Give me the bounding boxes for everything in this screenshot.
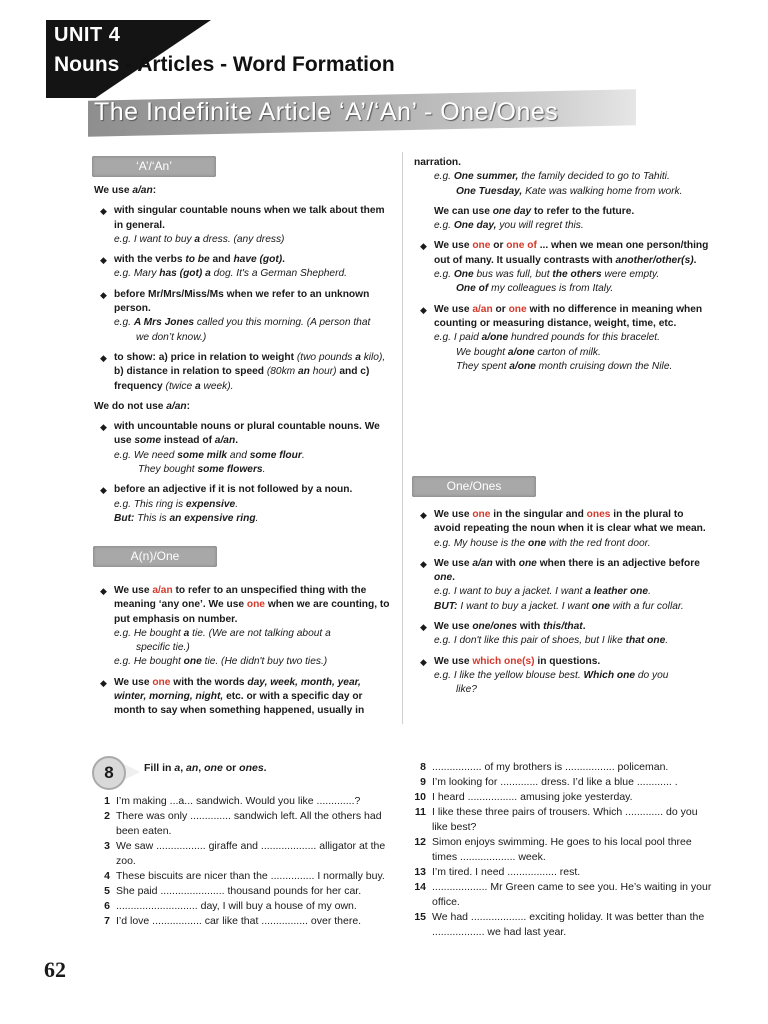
exercise-item-text[interactable]: These biscuits are nicer than the ............... I normally buy. bbox=[116, 870, 385, 882]
exercise-item-number: 4 bbox=[104, 870, 110, 882]
exercise-item-text[interactable]: There was only .............. sandwich left. All the others had been eaten. bbox=[116, 810, 382, 837]
exercise-item bbox=[412, 790, 714, 805]
exercise-item-number: 1 bbox=[104, 795, 110, 807]
rule-14: ◆ We use which one(s) in questions. bbox=[414, 655, 710, 669]
rule-4: ◆ to show: a) price in relation to weight (two pounds a kilo), b) distance in relation to speed (80km an hour) and c) frequency (twice a week). bbox=[94, 351, 390, 394]
exercise-item-text[interactable]: We saw ................. giraffe and ................... alligator at the zoo. bbox=[116, 840, 386, 867]
exercise-item-text[interactable]: I’m making ...a... sandwich. Would you like .............? bbox=[116, 795, 361, 807]
do-not-heading: We do not use a/an: bbox=[94, 400, 191, 412]
example: e.g. My house is the one with the red front door. bbox=[434, 537, 651, 549]
example: e.g. I don't like this pair of shoes, but I like that one. bbox=[434, 635, 669, 647]
exercise-item-text[interactable]: I’d love ................. car like that ................ over there. bbox=[116, 915, 362, 927]
example: e.g. Mary has (got) a dog. It's a German Shepherd. bbox=[114, 268, 347, 280]
rule-8: ◆ We use one with the words day, week, month, year, winter, morning, night, etc. or with a specific day or month to say when something happened, usually in bbox=[94, 676, 390, 719]
example: e.g. This ring is expensive. bbox=[114, 498, 239, 510]
rule-7: ◆ We use a/an to refer to an unspecified thing with the meaning ‘any one’. We use one when we are counting, to put emphasis on number. bbox=[94, 584, 390, 627]
exercise-item-text[interactable]: ................... Mr Green came to see you. He’s waiting in your office. bbox=[432, 881, 712, 908]
exercise-item bbox=[96, 914, 390, 929]
example: One of my colleagues is from Italy. bbox=[456, 283, 614, 295]
unit-label: UNIT 4 bbox=[54, 24, 121, 46]
rule-5: ◆ with uncountable nouns or plural countable nouns. We use some instead of a/an. bbox=[94, 420, 390, 449]
exercise-item-number: 9 bbox=[420, 776, 426, 788]
example: e.g. We need some milk and some flour. bbox=[114, 449, 305, 461]
exercise-item bbox=[96, 794, 390, 809]
exercise-item bbox=[412, 865, 714, 880]
example: One Tuesday, Kate was walking home from work. bbox=[456, 185, 683, 197]
exercise-item-number: 10 bbox=[414, 791, 426, 803]
example: e.g. One summer, the family decided to go to Tahiti. bbox=[434, 171, 670, 183]
exercise-item-text[interactable]: We had ................... exciting holiday. It was better than the .................. we had last year. bbox=[432, 911, 705, 938]
example: e.g. One day, you will regret this. bbox=[434, 220, 584, 232]
example: e.g. One bus was full, but the others were empty. bbox=[434, 269, 660, 281]
exercise-item-number: 6 bbox=[104, 900, 110, 912]
exercise-item-number: 3 bbox=[104, 840, 110, 852]
exercise-item-number: 5 bbox=[104, 885, 110, 897]
exercise-item-text[interactable]: I like these three pairs of trousers. Which ............. do you like best? bbox=[432, 806, 698, 833]
subheading-one-ones: One/Ones bbox=[412, 476, 536, 497]
we-use-heading: We use a/an: bbox=[94, 185, 157, 196]
exercise-item-number: 12 bbox=[414, 836, 426, 848]
exercise-item bbox=[96, 884, 390, 899]
future-rule: We can use one day to refer to the future. bbox=[434, 205, 635, 217]
exercise-item bbox=[96, 899, 390, 914]
example: e.g. I want to buy a jacket. I want a leather one. bbox=[434, 586, 651, 598]
left-column-2 bbox=[94, 584, 390, 719]
exercise-item-text[interactable]: I heard ................. amusing joke yesterday. bbox=[432, 791, 633, 803]
example: We bought a/one carton of milk. bbox=[456, 346, 601, 358]
narration: narration. bbox=[414, 157, 461, 168]
example: specific tie.) bbox=[136, 642, 190, 654]
exercise-item bbox=[96, 809, 390, 839]
exercise-item-text[interactable]: ................. of my brothers is ................. policeman. bbox=[432, 761, 669, 773]
exercise-item bbox=[412, 775, 714, 790]
exercise-item-number: 11 bbox=[414, 806, 426, 818]
column-divider bbox=[402, 152, 403, 724]
example: e.g. He bought one tie. (He didn't buy two ties.) bbox=[114, 656, 328, 668]
rule-6: ◆ before an adjective if it is not followed by a noun. bbox=[94, 483, 390, 497]
left-column bbox=[94, 184, 390, 526]
exercise-item-text[interactable]: I’m looking for ............. dress. I’d like a blue ............ . bbox=[432, 776, 678, 788]
rule-3: ◆ before Mr/Mrs/Miss/Ms when we refer to an unknown person. bbox=[94, 288, 390, 317]
exercise-item bbox=[412, 835, 714, 865]
rule-12: ◆ We use a/an with one when there is an adjective before one. bbox=[414, 557, 710, 586]
exercise-item bbox=[412, 805, 714, 835]
exercise-item-text[interactable]: I’m tired. I need ................. rest. bbox=[432, 866, 581, 878]
rule-10: ◆ We use a/an or one with no difference in meaning when counting or measuring distance, weight, time, etc. bbox=[414, 303, 710, 332]
exercise-item bbox=[412, 760, 714, 775]
example: we don’t know.) bbox=[136, 331, 207, 343]
rule-11: ◆ We use one in the singular and ones in the plural to avoid repeating the noun when it is clear what we mean. bbox=[414, 508, 710, 537]
exercise-left bbox=[96, 794, 390, 929]
subheading-a-an: ‘A’/‘An’ bbox=[92, 156, 216, 177]
rule-9: ◆ We use one or one of ... when we mean one person/thing out of many. It usually contrasts with another/other(s). bbox=[414, 239, 710, 268]
exercise-item bbox=[412, 880, 714, 910]
subheading-an-one: A(n)/One bbox=[93, 546, 217, 567]
example: like? bbox=[456, 684, 477, 696]
section-title: The Indefinite Article ‘A’/‘An’ - One/Ones bbox=[94, 98, 559, 126]
exercise-item-number: 14 bbox=[414, 881, 426, 893]
exercise-item-number: 2 bbox=[104, 810, 110, 822]
exercise-item-number: 15 bbox=[414, 911, 426, 923]
exercise-item-text[interactable]: ............................ day, I will buy a house of my own. bbox=[116, 900, 357, 912]
example: They bought some flowers. bbox=[138, 464, 266, 476]
example: BUT: I want to buy a jacket. I want one with a fur collar. bbox=[434, 600, 684, 612]
exercise-number-badge: 8 bbox=[92, 756, 126, 790]
exercise-item bbox=[412, 910, 714, 940]
exercise-item-text[interactable]: She paid ...................... thousand pounds for her car. bbox=[116, 885, 362, 897]
exercise-instruction: Fill in a, an, one or ones. bbox=[144, 762, 267, 774]
exercise-item bbox=[96, 839, 390, 869]
exercise-item bbox=[96, 869, 390, 884]
example: e.g. I like the yellow blouse best. Which one do you bbox=[434, 669, 669, 681]
example: e.g. I want to buy a dress. (any dress) bbox=[114, 233, 285, 245]
right-column-2 bbox=[414, 508, 710, 698]
example: e.g. I paid a/one hundred pounds for this bracelet. bbox=[434, 332, 660, 344]
exercise-item-text[interactable]: Simon enjoys swimming. He goes to his local pool three times ................... week. bbox=[432, 836, 692, 863]
rule-1: ◆ with singular countable nouns when we talk about them in general. bbox=[94, 204, 390, 233]
exercise-item-number: 13 bbox=[414, 866, 426, 878]
right-column bbox=[414, 156, 710, 374]
unit-title: Nouns - Articles - Word Formation bbox=[54, 53, 395, 76]
exercise-right bbox=[412, 760, 714, 940]
exercise-item-number: 7 bbox=[104, 915, 110, 927]
example: They spent a/one month cruising down the Nile. bbox=[456, 360, 673, 372]
example: e.g. He bought a tie. (We are not talking about a bbox=[114, 627, 331, 639]
rule-13: ◆ We use one/ones with this/that. bbox=[414, 620, 710, 634]
example: e.g. A Mrs Jones called you this morning. (A person that bbox=[114, 317, 371, 329]
page-number: 62 bbox=[44, 957, 66, 982]
exercise-item-number: 8 bbox=[420, 761, 426, 773]
rule-2: ◆ with the verbs to be and have (got). bbox=[94, 253, 390, 267]
example: But: This is an expensive ring. bbox=[114, 512, 259, 524]
